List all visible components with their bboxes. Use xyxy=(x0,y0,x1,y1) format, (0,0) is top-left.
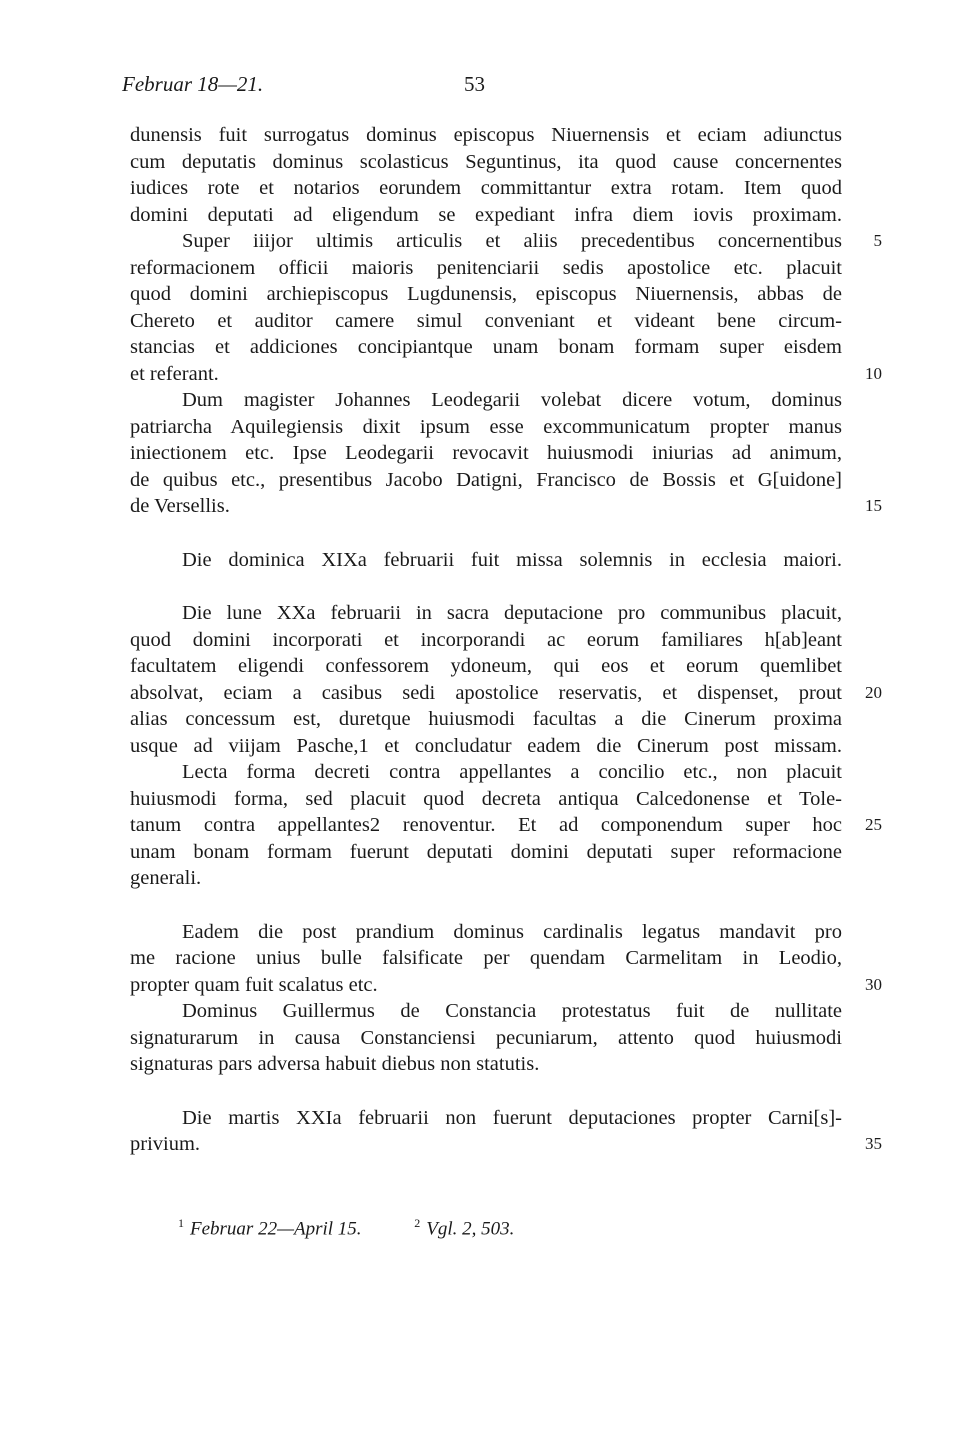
text-line: quod domini incorporati et incorporandi ac eorum familiares h[ab]eant xyxy=(130,628,842,651)
line-number: 30 xyxy=(865,974,882,994)
text-line: Die martis XXIa februarii non fuerunt deputaciones propter Carni[s]- xyxy=(182,1106,842,1129)
text-line: Dum magister Johannes Leodegarii volebat dicere votum, dominus xyxy=(182,389,842,411)
text-line: Chereto et auditor camere simul conveniant et videant bene circum- xyxy=(130,309,842,332)
text-line: reformacionem officii maioris penitenciarii sedis apostolice etc. placuit xyxy=(130,256,842,279)
text-line: quod domini archiepiscopus Lugdunensis, episcopus Niuernensis, abbas de xyxy=(130,283,842,305)
text-line: generali. xyxy=(130,867,202,889)
text-line: huiusmodi forma, sed placuit quod decreta antiqua Calcedonense et Tole- xyxy=(130,787,842,810)
page-number: 53 xyxy=(464,72,485,96)
text-line: patriarcha Aquilegiensis dixit ipsum esse excommunicatum propter manus xyxy=(130,415,842,438)
text-line: de Versellis. xyxy=(130,495,230,517)
line-number: 10 xyxy=(865,363,882,383)
text-line: me racione unius bulle falsificate per quendam Carmelitam in Leodio, xyxy=(130,947,842,969)
text-line: domini deputati ad eligendum se expediant infra diem iovis proximam. xyxy=(130,203,842,226)
text-line: stancias et addiciones concipiantque unam bonam formam super eisdem xyxy=(130,336,842,358)
text-line: dunensis fuit surrogatus dominus episcopus Niuernensis et eciam adiunctus xyxy=(130,124,842,146)
text-line: Die lune XXa februarii in sacra deputacione pro communibus placuit, xyxy=(182,602,842,624)
text-line: propter quam fuit scalatus etc. xyxy=(130,973,378,996)
text-line: usque ad viijam Pasche,1 et concludatur eadem die Cinerum post missam. xyxy=(130,734,842,757)
footnote-1 xyxy=(178,1216,362,1240)
text-line: signaturas pars adversa habuit diebus non statutis. xyxy=(130,1053,540,1075)
text-line: Die dominica XIXa februarii fuit missa solemnis in ecclesia maiori. xyxy=(182,548,842,571)
line-number: 5 xyxy=(873,231,882,250)
text-line: alias concessum est, duretque huiusmodi facultas a die Cinerum proxima xyxy=(130,708,842,730)
footnote-mark: 2 xyxy=(414,1216,421,1230)
text-line: cum deputatis dominus scolasticus Seguntinus, ita quod cause concernentes xyxy=(130,150,842,173)
text-line: Super iiijor ultimis articulis et aliis precedentibus concernentibus xyxy=(182,230,842,252)
line-number: 35 xyxy=(865,1134,882,1153)
text-line: et referant. xyxy=(130,362,219,385)
text-line: iudices rote et notarios eorundem committantur extra rotam. Item quod xyxy=(130,177,842,199)
footnote-2 xyxy=(414,1216,514,1240)
text-line: Dominus Guillermus de Constancia protestatus fuit de nullitate xyxy=(182,1000,842,1022)
text-line: unam bonam formam fuerunt deputati domini deputati super reformacione xyxy=(130,840,842,863)
text-line: de quibus etc., presentibus Jacobo Datigni, Francisco de Bossis et G[uidone] xyxy=(130,468,842,491)
line-number: 25 xyxy=(865,815,882,834)
text-line: Lecta forma decreti contra appellantes a concilio etc., non placuit xyxy=(182,761,842,783)
line-number: 15 xyxy=(865,496,882,515)
text-line: tanum contra appellantes2 renoventur. Et ad componendum super hoc xyxy=(130,814,842,836)
running-head xyxy=(122,72,842,102)
running-head-date-range: Februar 18—21. xyxy=(122,72,264,96)
footnote-text: Vgl. 2, 503. xyxy=(426,1218,515,1240)
text-line: privium. xyxy=(130,1133,201,1155)
footnotes xyxy=(178,1216,562,1240)
text-line: Eadem die post prandium dominus cardinalis legatus mandavit pro xyxy=(182,920,842,943)
text-line: iniectionem etc. Ipse Leodegarii revocavit huiusmodi iniurias ad animum, xyxy=(130,442,842,464)
footnote-text: Februar 22—April 15. xyxy=(190,1218,362,1240)
text-line: signaturarum in causa Constanciensi pecuniarum, attento quod huiusmodi xyxy=(130,1026,842,1049)
text-line: facultatem eligendi confessorem ydoneum, qui eos et eorum quemlibet xyxy=(130,655,842,677)
text-line: absolvat, eciam a casibus sedi apostolice reservatis, et dispenset, prout xyxy=(130,681,842,704)
footnote-mark: 1 xyxy=(178,1216,184,1230)
line-number: 20 xyxy=(865,682,882,702)
